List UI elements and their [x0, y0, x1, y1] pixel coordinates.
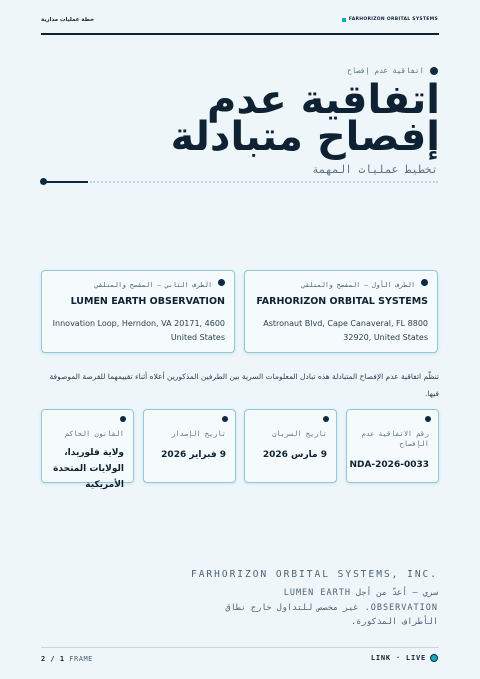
- fact-dot-icon: [120, 416, 126, 422]
- fact-label: القانون الحاكم: [64, 430, 124, 438]
- fact-label: رقم الاتفاقية عدم الإفصاح: [361, 430, 429, 448]
- fact-value: NDA-2026-0033: [349, 460, 429, 470]
- party-label: الطرف الثاني — المفصح والمتلقي: [94, 281, 212, 289]
- fact-dot-icon: [222, 416, 228, 422]
- fact-value: 9 مارس 2026: [262, 450, 327, 460]
- org-label: [342, 17, 438, 22]
- link-status: [371, 654, 438, 662]
- party-address: Astronaut Blvd, Cape Canaveral, FL 8800 32920, United States: [263, 319, 428, 342]
- progress-bar-solid: [46, 181, 88, 183]
- party-name: LUMEN EARTH OBSERVATION: [70, 296, 225, 307]
- party-address: Innovation Loop, Herndon, VA 20171, 4600 United States: [52, 319, 225, 342]
- live-dot-icon: [430, 654, 438, 662]
- fact-dot-icon: [425, 416, 431, 422]
- frame-label: FRAME: [69, 655, 93, 663]
- eyebrow: [347, 66, 438, 75]
- progress-bar-dotted: [90, 181, 438, 183]
- party-label: الطرف الأول — المفصح والمتلقي: [301, 281, 415, 289]
- signer-name: FARHORIZON ORBITAL SYSTEMS, INC.: [190, 569, 438, 580]
- party-card-second: [41, 270, 235, 353]
- header-rule: [41, 33, 439, 35]
- eyebrow-dot-icon: [430, 67, 438, 75]
- fact-card-agreement-number: [346, 409, 439, 483]
- page-subtitle: تخطيط عمليات المهمة: [312, 163, 438, 176]
- fact-label: تاريخ السريان: [272, 430, 327, 438]
- page-title-line1: اتفاقية عدم: [207, 77, 440, 123]
- link-status-text: LINK · LIVE: [370, 654, 426, 662]
- fact-value: 9 فبراير 2026: [161, 450, 226, 460]
- intro-paragraph: تنظّم اتفاقية عدم الإفصاح المتبادلة هذه تبادل المعلومات السرية بين الطرفين المذكورين أعلاه أثناء تقييمهما للفرصة الموصوفة فيها.: [49, 372, 439, 398]
- document-label: خطة عمليات مدارية: [41, 17, 95, 23]
- footer-rule: [41, 647, 439, 648]
- page-indicator: [41, 655, 93, 663]
- fact-card-issue-date: [143, 409, 236, 483]
- page-number: 2 / 1: [41, 655, 65, 663]
- fact-card-governing-law: [41, 409, 134, 490]
- fact-dot-icon: [323, 416, 329, 422]
- party-dot-icon: [421, 279, 428, 286]
- fact-value: ولاية فلوريدا، الولايات المتحدة الأمريكية: [53, 448, 124, 490]
- brand-square-icon: [342, 18, 346, 22]
- party-name: FARHORIZON ORBITAL SYSTEMS: [256, 296, 428, 307]
- party-dot-icon: [218, 279, 225, 286]
- org-label-text: FARHORIZON ORBITAL SYSTEMS: [348, 17, 438, 22]
- confidentiality-note: سري — أعدّ من أجل LUMEN EARTH OBSERVATION. غير مخصص للتداول خارج نطاق الأطراف المذكورة.: [225, 588, 438, 627]
- fact-label: تاريخ الإصدار: [171, 430, 226, 438]
- eyebrow-text: اتفاقية عدم إفصاح: [347, 66, 424, 75]
- page-title-line2: إفصاح متبادلة: [170, 114, 440, 160]
- party-card-first: [244, 270, 438, 353]
- fact-card-effective-date: [244, 409, 337, 483]
